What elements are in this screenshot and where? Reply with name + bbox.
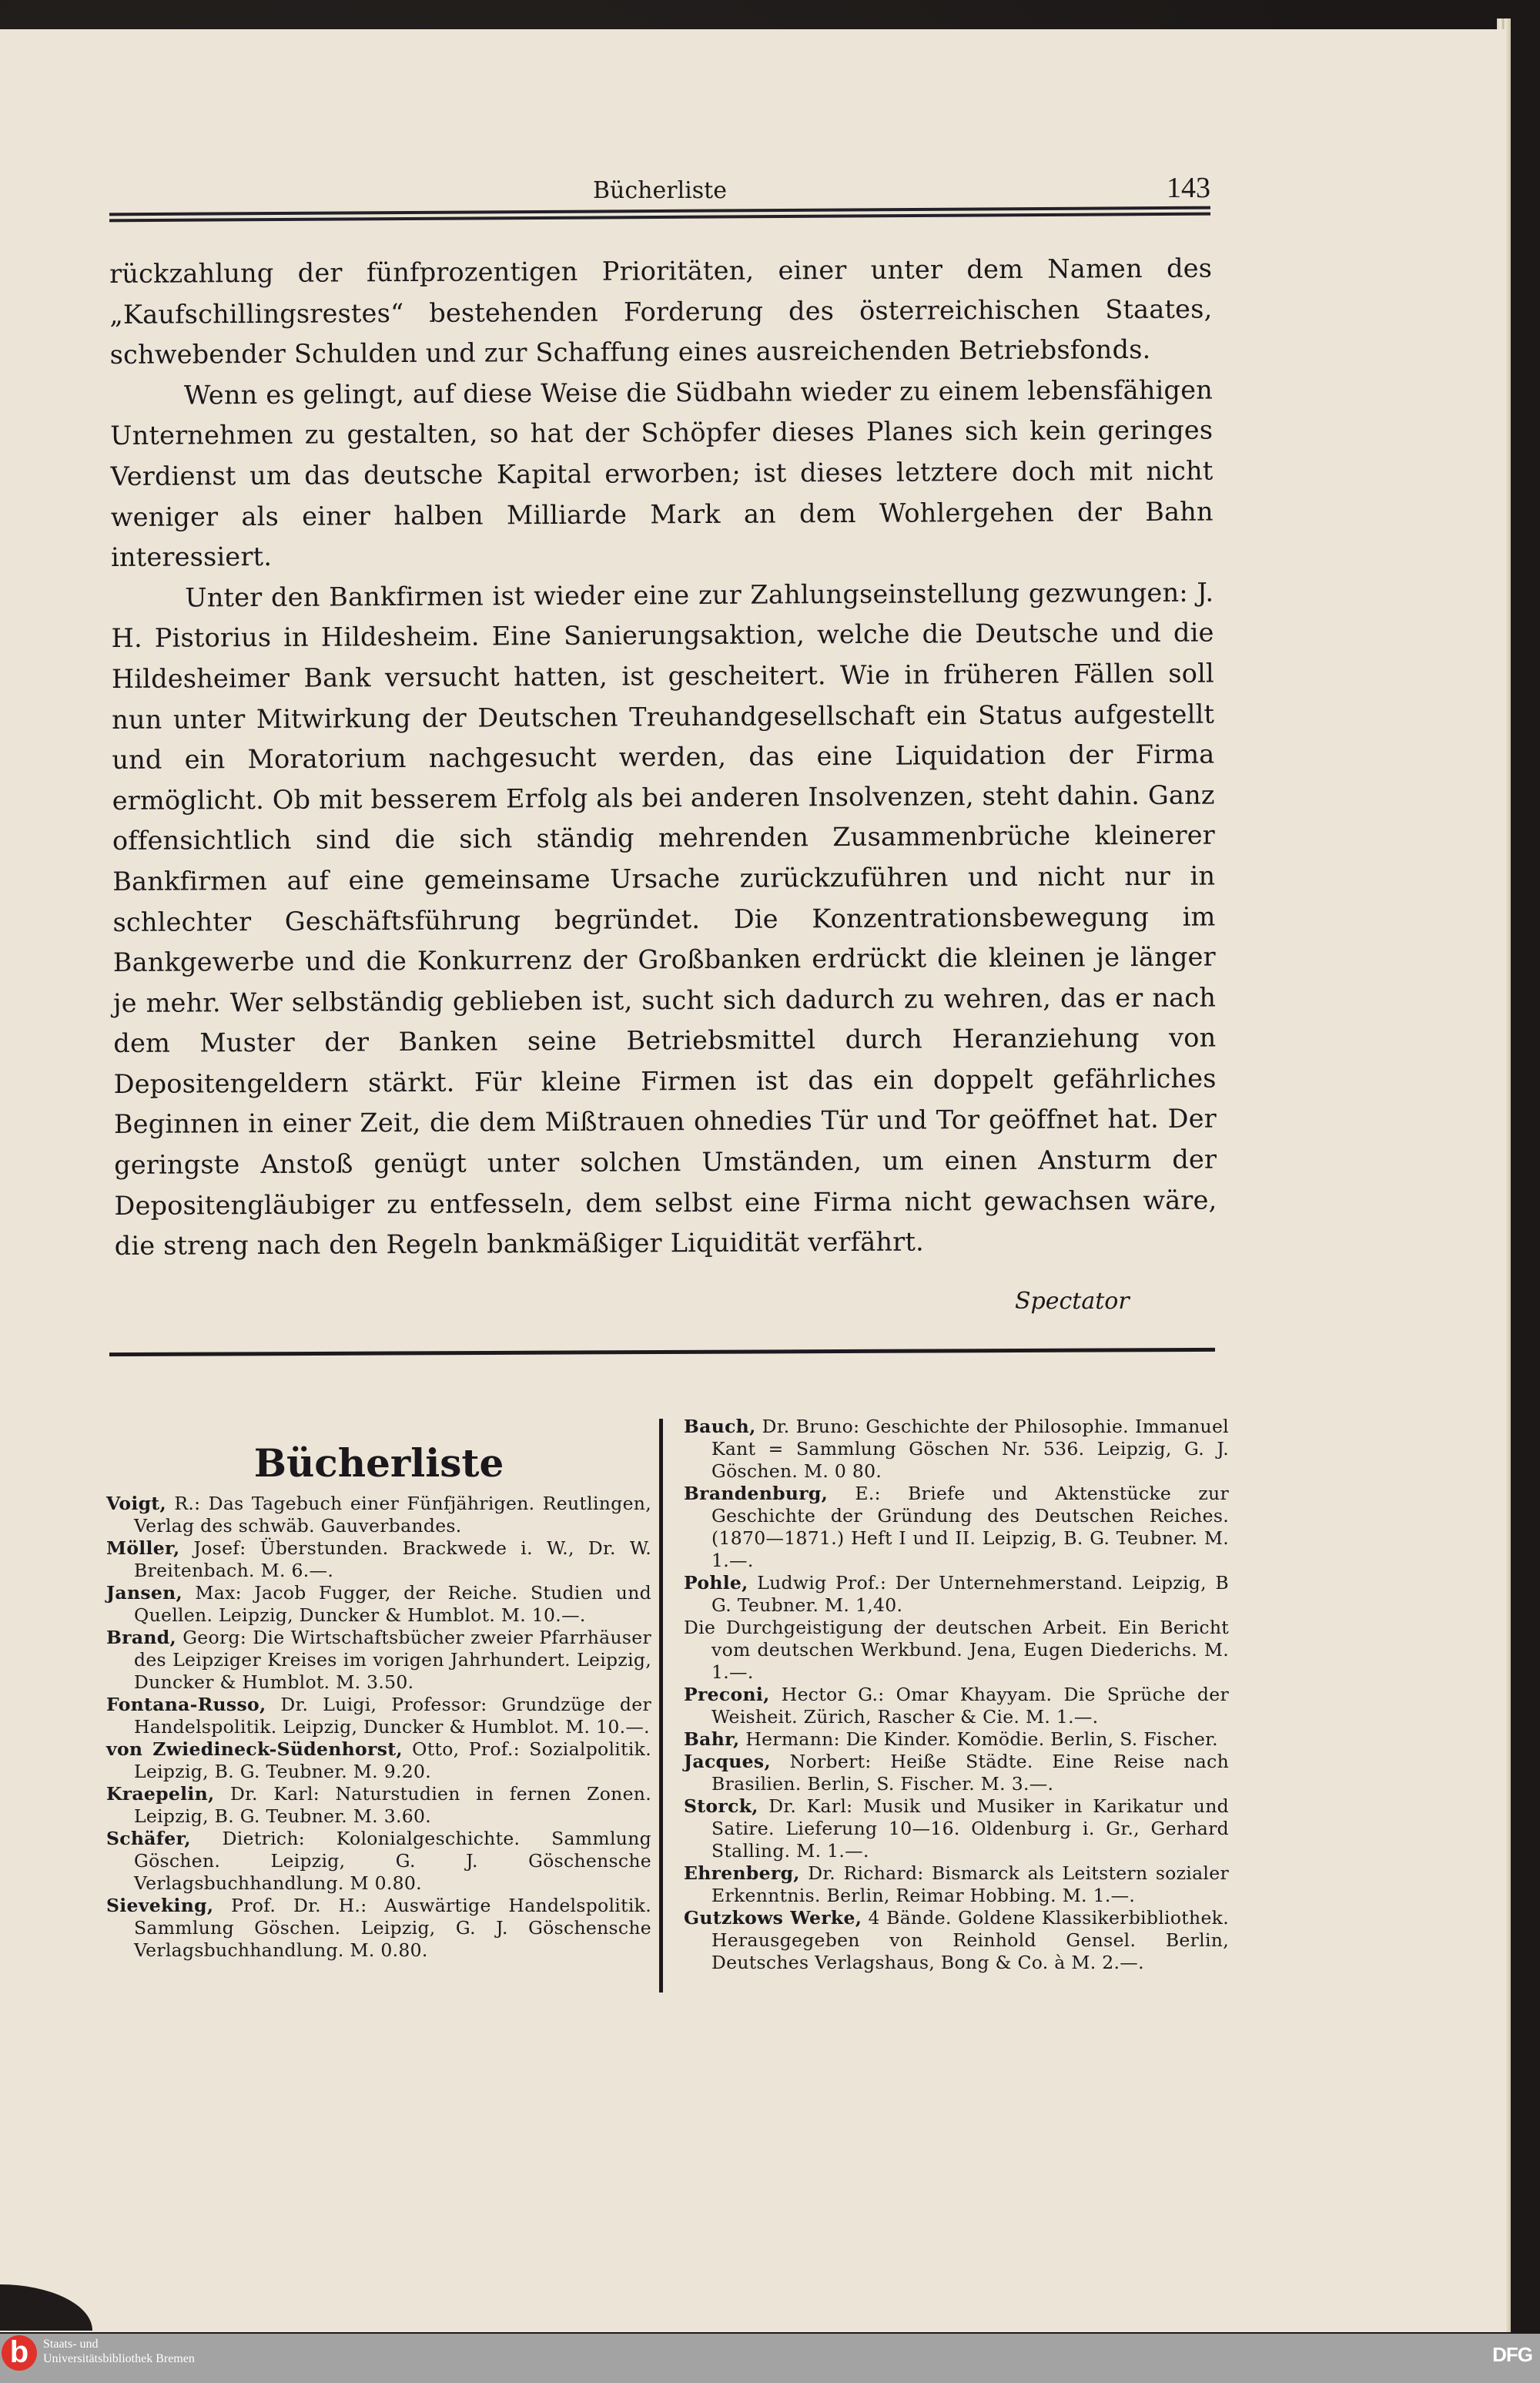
booklist-title: Bücherliste — [253, 1440, 504, 1486]
booklist-entries — [684, 1416, 1229, 1974]
entry-author: Storck, — [684, 1795, 758, 1817]
entry-author: Jacques, — [684, 1751, 771, 1772]
entry-details: Dr. Karl: Musik und Musiker in Karikatur und Satire. Lieferung 10—16. Oldenburg i. Gr., Gerhard Stalling. M. 1.—. — [711, 1795, 1229, 1862]
entry-author: Jansen, — [106, 1582, 182, 1604]
booklist-entry — [684, 1572, 1229, 1617]
entry-details: Max: Jacob Fugger, der Reiche. Studien und Quellen. Leipzig, Duncker & Humblot. M. 10.—. — [134, 1582, 651, 1626]
entry-author: von Zwiedineck-Südenhorst, — [106, 1738, 403, 1760]
entry-details: Dr. Luigi, Professor: Grundzüge der Handelspolitik. Leipzig, Duncker & Humblot. M. 10.—. — [134, 1694, 651, 1738]
booklist-entry — [106, 1895, 651, 1962]
entry-details: Georg: Die Wirtschaftsbücher zweier Pfarrhäuser des Leipziger Kreises im vorigen Jahrhundert. Leipzig, Duncker & Humblot. M. 3.50. — [134, 1627, 651, 1693]
booklist-entry — [106, 1627, 651, 1694]
column-separator — [659, 1419, 663, 1993]
booklist-entry — [684, 1751, 1229, 1795]
entry-author: Ehrenberg, — [684, 1862, 800, 1884]
booklist-right-column — [684, 1416, 1229, 1974]
footer-bar — [0, 2334, 1540, 2383]
entry-details: Josef: Überstunden. Brackwede i. W., Dr. W. Breitenbach. M. 6.—. — [134, 1537, 651, 1581]
booklist-entry — [106, 1783, 651, 1828]
entry-details: Die Durchgeistigung der deutschen Arbeit. Ein Bericht vom deutschen Werkbund. Jena, Eugen Diederichs. M. 1.—. — [684, 1617, 1229, 1683]
entry-details: Dr. Richard: Bismarck als Leitstern sozialer Erkenntnis. Berlin, Reimar Hobbing. M. 1.—. — [711, 1862, 1229, 1906]
booklist-entry — [106, 1694, 651, 1738]
booklist-entry — [106, 1828, 651, 1895]
entry-author: Sieveking, — [106, 1895, 214, 1916]
entry-author: Möller, — [106, 1537, 180, 1559]
booklist-entry — [684, 1907, 1229, 1974]
entry-details: Ludwig Prof.: Der Unternehmerstand. Leipzig, B G. Teubner. M. 1,40. — [711, 1572, 1229, 1616]
booklist-entry — [106, 1738, 651, 1783]
entry-author: Preconi, — [684, 1684, 770, 1705]
entry-details: Dietrich: Kolonialgeschichte. Sammlung Göschen. Leipzig, G. J. Göschensche Verlagsbuchhandlung. M 0.80. — [134, 1828, 651, 1894]
booklist-entry — [106, 1493, 651, 1537]
entry-details: Dr. Karl: Naturstudien in fernen Zonen. Leipzig, B. G. Teubner. M. 3.60. — [134, 1783, 651, 1827]
entry-details: Hermann: Die Kinder. Komödie. Berlin, S. Fischer. — [739, 1728, 1218, 1750]
article-body — [109, 249, 1217, 1267]
booklist-entry — [684, 1617, 1229, 1684]
booklist-left-column — [106, 1440, 651, 1962]
booklist-entry — [684, 1862, 1229, 1907]
entry-author: Schäfer, — [106, 1828, 191, 1849]
library-name-line: Universitätsbibliothek Bremen — [43, 2352, 195, 2365]
dfg-logo: DFG — [1492, 2343, 1532, 2366]
booklist-entry — [684, 1483, 1229, 1572]
running-title: Bücherliste — [593, 177, 727, 204]
entry-details: R.: Das Tagebuch einer Fünfjährigen. Reutlingen, Verlag des schwäb. Gauverbandes. — [134, 1493, 651, 1537]
entry-author: Brandenburg, — [684, 1483, 829, 1504]
entry-author: Gutzkows Werke, — [684, 1907, 862, 1929]
article-paragraph: Unter den Bankfirmen ist wieder eine zur Zahlungseinstellung gezwungen: J. H. Pistorius in Hildesheim. Eine Sanierungsaktion, welche die Deutsche und die Hildesheimer Bank versucht hatten, ist gescheitert. Wie in früheren Fällen soll nun unter Mitwirkung der Deutschen Treuhandgesellschaft ein Status aufgestellt und ein Moratorium nachgesucht werden, das eine Liquidation der Firma ermöglicht. Ob mit besserem Erfolg als bei anderen Insolvenzen, steht dahin. Ganz offensichtlich sind die sich ständig mehrenden Zusammenbrüche kleinerer Bankfirmen auf eine gemeinsame Ursache zurückzuführen und nicht nur in schlechter Geschäftsführung begründet. Die Konzentrationsbewegung im Bankgewerbe und die Konkurrenz der Großbanken erdrückt die kleinen je länger je mehr. Wer selbständig geblieben ist, sucht sich dadurch zu wehren, das er nach dem Muster der Banken seine Betriebsmittel durch Heranziehung von Depositengeldern stärkt. Für kleine Firmen ist das ein doppelt gefährliches Beginnen in einer Zeit, die dem Mißtrauen ohnedies Tür und Tor geöffnet hat. Der geringste Anstoß genügt unter solchen Umständen, um einen Ansturm der Depositengläubiger zu entfesseln, dem selbst eine Firma nicht gewachsen wäre, die streng nach den Regeln bankmäßiger Liquidität verfährt. — [111, 577, 1217, 1262]
article-paragraph: rückzahlung der fünfprozentigen Prioritäten, einer unter dem Namen des „Kaufschillingsrestes“ bestehenden Forderung des österreichischen Staates, schwebender Schulden und zur Schaffung eines ausreichenden Betriebsfonds. — [109, 253, 1213, 370]
page-number: 143 — [1167, 172, 1210, 204]
booklist-entry — [684, 1728, 1229, 1751]
booklist-entry — [106, 1537, 651, 1582]
entry-details: E.: Briefe und Aktenstücke zur Geschichte der Gründung des Deutschen Reiches. (1870—1871.) Heft I und II. Leipzig, B. G. Teubner. M. 1.—. — [711, 1483, 1229, 1571]
entry-details: Prof. Dr. H.: Auswärtige Handelspolitik. Sammlung Göschen. Leipzig, G. J. Göschensche Verlagsbuchhandlung. M. 0.80. — [134, 1895, 651, 1961]
entry-details: Otto, Prof.: Sozialpolitik. Leipzig, B. G. Teubner. M. 9.20. — [134, 1738, 651, 1782]
entry-author: Fontana-Russo, — [106, 1694, 266, 1715]
article-signature: Spectator — [1015, 1288, 1130, 1315]
booklist-entry — [106, 1582, 651, 1627]
article-paragraph: Wenn es gelingt, auf diese Weise die Südbahn wieder zu einem lebensfähigen Unternehmen zu gestalten, so hat der Schöpfer dieses Planes sich kein geringes Verdienst um das deutsche Kapital erworben; ist dieses letztere doch mit nicht weniger als einer halben Milliarde Mark an dem Wohlergehen der Bahn interessiert. — [110, 374, 1214, 573]
entry-details: Norbert: Heiße Städte. Eine Reise nach Brasilien. Berlin, S. Fischer. M. 3.—. — [711, 1751, 1229, 1795]
entry-details: Dr. Bruno: Geschichte der Philosophie. Immanuel Kant = Sammlung Göschen Nr. 536. Leipzig, G. J. Göschen. M. 0 80. — [711, 1416, 1229, 1482]
entry-author: Bahr, — [684, 1728, 740, 1750]
library-name-line: Staats- und — [43, 2338, 99, 2351]
running-header — [109, 172, 1210, 209]
library-logo: b — [2, 2335, 37, 2371]
booklist-entries — [106, 1493, 651, 1962]
entry-details: 4 Bände. Goldene Klassikerbibliothek. Herausgegeben von Reinhold Gensel. Berlin, Deutsches Verlagshaus, Bong & Co. à M. 2.—. — [711, 1907, 1229, 1973]
library-name — [43, 2337, 195, 2366]
booklist-entry — [684, 1684, 1229, 1728]
entry-author: Voigt, — [106, 1493, 166, 1514]
entry-author: Bauch, — [684, 1416, 756, 1437]
entry-author: Pohle, — [684, 1572, 748, 1594]
entry-author: Brand, — [106, 1627, 176, 1648]
entry-author: Kraepelin, — [106, 1783, 215, 1805]
booklist-entry — [684, 1416, 1229, 1483]
entry-details: Hector G.: Omar Khayyam. Die Sprüche der Weisheit. Zürich, Rascher & Cie. M. 1.—. — [711, 1684, 1229, 1728]
booklist-entry — [684, 1795, 1229, 1862]
